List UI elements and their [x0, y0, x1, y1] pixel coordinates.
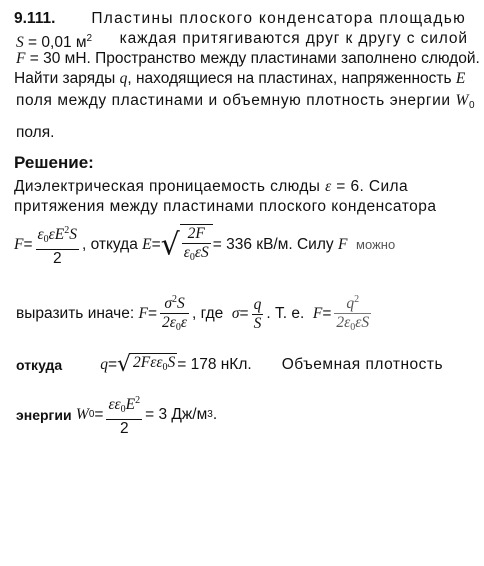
solution-line-1: Диэлектрическая проницаемость слюды ε = 6. Сила	[14, 178, 409, 195]
problem-line-6: поля.	[16, 124, 55, 141]
q2-fraction: $\frac{q^2}{2\varepsilon_0\varepsilon S}$	[334, 291, 371, 337]
problem-line-2-text: каждая притягиваются друг к другу с силой	[119, 30, 468, 47]
problem-line-2	[16, 30, 468, 52]
problem-line-4: Найти заряды q, находящиеся на пластинах, напряженность E	[14, 70, 466, 87]
solution-charge-line: откуда q = √ 2Fεε$_0$S = 178 нКл. Объемная плотность	[16, 350, 468, 380]
q-over-S-fraction: $\frac{q}{S}$	[253, 295, 262, 332]
solution-heading: Решение:	[14, 153, 94, 172]
energy-density-label: Объемная плотность	[281, 356, 444, 373]
solution-formula-force-field: F = $\frac{\varepsilon_0\varepsilon E^2S}{2}$ , откуда E = √ $\frac{2F}{\varepsilon_0\varepsilon S}$ = 336 кВ/м. Силу F можно	[14, 220, 395, 270]
problem-number: 9.111.	[14, 10, 56, 27]
problem-line-5: поля между пластинами и объемную плотность энергии $W_0$	[16, 92, 476, 111]
solution-line-2: притяжения между пластинами плоского конденсатора	[14, 198, 437, 215]
problem-line-3-text: Пространство между пластинами заполнено слюдой.	[95, 50, 480, 67]
problem-line-3: F = 30 мН. Пространство между пластинами заполнено слюдой.	[16, 50, 480, 67]
field-sqrt: √ $\frac{2F}{\varepsilon_0\varepsilon S}$	[161, 224, 213, 267]
solution-energy-line: энергии W 0 = $\frac{\varepsilon\varepsilon_0E^2}{2}$ = 3 Дж/м 3 .	[16, 390, 217, 440]
problem-line-1	[14, 10, 466, 28]
solution-formula-force-alt: выразить иначе: F = $\frac{\sigma^2S}{2\varepsilon_0\varepsilon}$ , где σ = $\frac{q}{S}$ . Т. е. F = $\frac{q^2}{2\varepsilon_0\varepsilon S}$	[16, 286, 374, 342]
force-fraction: $\frac{\varepsilon_0\varepsilon E^2S}{2}$	[36, 222, 79, 268]
area-value: S = 0,01 $м^2$	[16, 33, 93, 51]
sigma-fraction: $\frac{\sigma^2S}{2\varepsilon_0\varepsilon}$	[160, 291, 189, 337]
problem-line-1-text: Пластины плоского конденсатора площадью	[91, 10, 466, 27]
energy-fraction: $\frac{\varepsilon\varepsilon_0E^2}{2}$	[106, 392, 142, 438]
charge-sqrt: √ 2Fεε$_0$S	[117, 352, 176, 377]
